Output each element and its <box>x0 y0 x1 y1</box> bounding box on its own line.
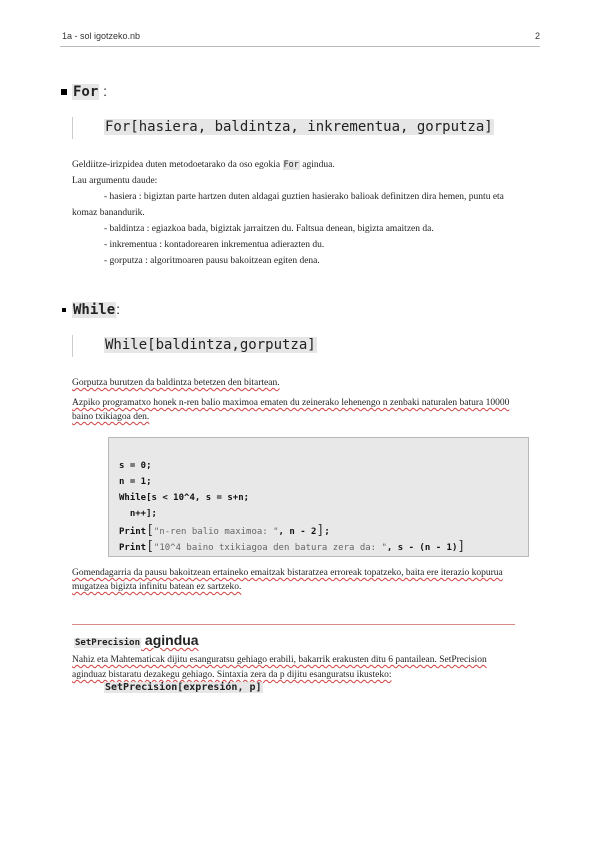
for-arg-gorputza: - gorputza : algoritmoaren pausu bakoitzean egiten dena. <box>104 256 320 266</box>
cell-bracket <box>72 335 73 357</box>
for-args-intro: Lau argumentu daude: <box>72 176 158 186</box>
for-syntax-text: For[hasiera, baldintza, inkrementua, gorputza] <box>105 119 493 135</box>
print-fn: Print <box>119 543 147 553</box>
code-line-3: While[s < 10^4, s = s+n; <box>119 493 250 503</box>
setprecision-text-line2: aginduaz bistaratu dezakegu gehiago. Sintaxia zera da p dijitu esanguratsu ikusteko: <box>72 670 392 680</box>
section-divider <box>72 624 515 625</box>
while-note-line2: mugatzea bigizta infinitu batean ez sartzeko. <box>72 582 242 592</box>
for-syntax <box>104 119 494 135</box>
code-line-4: n++]; <box>119 509 157 519</box>
code-line-5 <box>119 523 330 538</box>
header-filename: 1a - sol igotzeko.nb <box>62 31 141 41</box>
header-divider <box>60 46 540 47</box>
close-bracket: ] <box>316 523 325 538</box>
code-string: "n-ren balio maximoa: " <box>153 527 279 537</box>
print-fn: Print <box>119 527 147 537</box>
for-title-colon: : <box>99 83 108 99</box>
code-line-2: n = 1; <box>119 477 152 487</box>
code-line-6 <box>119 539 465 554</box>
code-string: "10^4 baino txikiagoa den batura zera da: " <box>153 543 387 553</box>
setprecision-syntax <box>104 682 263 693</box>
setprecision-syntax-text: SetPrecision[expresión, p] <box>105 682 262 693</box>
while-syntax <box>104 337 317 353</box>
code-line-1: s = 0; <box>119 461 152 471</box>
setprecision-code: SetPrecision <box>75 638 141 648</box>
section-title-for <box>72 83 107 100</box>
close-bracket: ] <box>457 539 466 554</box>
while-keyword: While <box>73 302 116 318</box>
cell-bracket <box>72 117 73 139</box>
setprecision-text-line1: Nahiz eta Mahtematicak dijitu esanguratsu gehiago erabili, bakarrik erakusten ditu 6 pantailean. SetPrecision <box>72 655 487 665</box>
while-title-colon: : <box>116 301 121 317</box>
for-intro <box>72 158 542 172</box>
code-input-cell[interactable] <box>108 437 529 557</box>
while-note-line1: Gomendagarria da pausu bakoitzean ertaineko emaitzak bistaratzea erroreak topatzeko, baita ere iterazio kopurua <box>72 568 503 578</box>
for-intro-code: For <box>283 160 299 170</box>
for-arg-inkrementua: - inkrementua : kontadorearen inkrementua adierazten du. <box>104 240 325 250</box>
code-args: , s - (n - 1) <box>386 543 458 553</box>
while-desc: Gorputza burutzen da baldintza betetzen den bitartean. <box>72 378 280 388</box>
code-args: , n - 2 <box>278 527 317 537</box>
for-arg-baldintza: - baldintza : egiazkoa bada, bigiztak jarraitzen du. Faltsua denean, bigizta amaitzen da. <box>104 224 434 234</box>
for-intro-text: Geldiitze-irizpidea duten metodoetarako da oso egokia <box>72 160 283 170</box>
open-bracket: [ <box>146 523 154 538</box>
for-keyword: For <box>73 84 99 100</box>
setprecision-title <box>74 632 199 650</box>
setprecision-word: agindua <box>141 632 199 648</box>
section-bullet-icon <box>61 89 67 95</box>
for-arg-hasiera-cont: komaz banandurik. <box>72 208 145 218</box>
header-page-number: 2 <box>534 31 540 41</box>
while-example-line1: Azpiko programatxo honek n-ren balio maximoa ematen du zeinerako lehenengo n zenbaki naturalen batura 10000 <box>72 398 510 408</box>
section-bullet-icon <box>62 308 66 312</box>
while-example-line2: baino txikiagoa den. <box>72 412 150 422</box>
open-bracket: [ <box>146 539 154 554</box>
while-syntax-text: While[baldintza,gorputza] <box>105 337 316 353</box>
for-arg-hasiera: - hasiera : bigiztan parte hartzen duten aldagai guztien hasierako balioak definitzen dira hemen, puntu eta <box>104 192 504 202</box>
section-title-while <box>72 301 120 318</box>
for-intro-end: agindua. <box>299 160 335 170</box>
code-semicolon: ; <box>324 527 330 537</box>
